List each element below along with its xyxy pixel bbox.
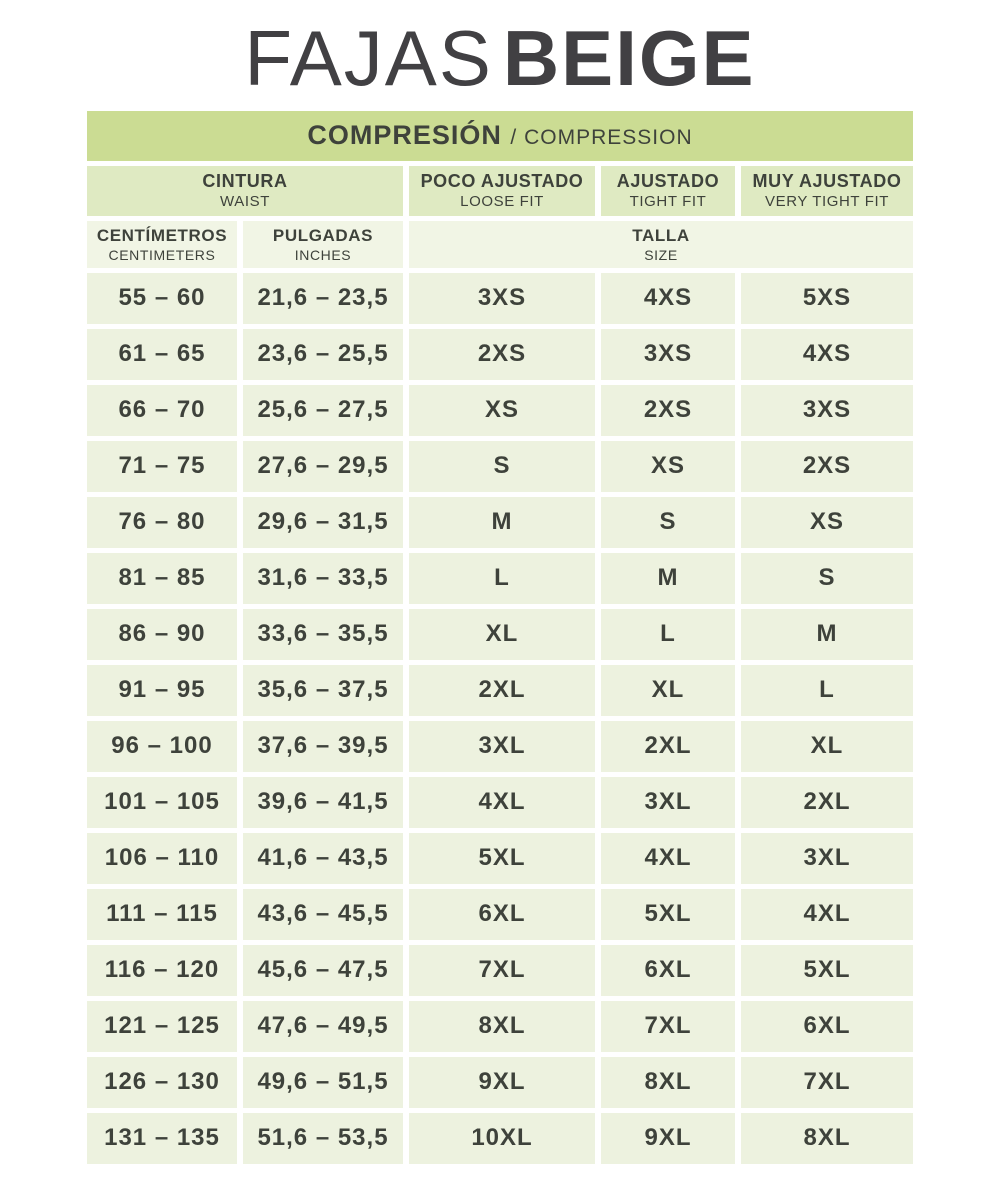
cell-centimeters: 55 – 60	[87, 273, 237, 324]
cell-size-very-tight: 4XL	[741, 889, 913, 940]
cell-inches: 37,6 – 39,5	[243, 721, 403, 772]
cell-size-very-tight: XS	[741, 497, 913, 548]
header-loose-fit-es: POCO AJUSTADO	[420, 171, 584, 192]
cell-size-very-tight: M	[741, 609, 913, 660]
cell-size-loose: 3XL	[409, 721, 595, 772]
page-title	[0, 0, 1000, 106]
cell-inches: 51,6 – 53,5	[243, 1113, 403, 1164]
cell-inches: 45,6 – 47,5	[243, 945, 403, 996]
cell-centimeters: 116 – 120	[87, 945, 237, 996]
table-row	[87, 1057, 913, 1108]
header-loose-fit-en: LOOSE FIT	[460, 193, 544, 211]
page-title-bold: BEIGE	[502, 14, 756, 102]
cell-size-tight: S	[601, 497, 735, 548]
header-tight-fit-es: AJUSTADO	[616, 171, 720, 192]
cell-centimeters: 106 – 110	[87, 833, 237, 884]
cell-centimeters: 86 – 90	[87, 609, 237, 660]
cell-size-very-tight: 7XL	[741, 1057, 913, 1108]
cell-inches: 35,6 – 37,5	[243, 665, 403, 716]
subheader-centimeters-en: CENTIMETERS	[108, 246, 216, 263]
compression-label-en: / COMPRESSION	[510, 126, 693, 150]
cell-size-loose: 5XL	[409, 833, 595, 884]
cell-size-tight: XS	[601, 441, 735, 492]
table-row	[87, 609, 913, 660]
subheader-inches	[243, 221, 403, 268]
compression-band-row	[87, 111, 913, 161]
cell-centimeters: 91 – 95	[87, 665, 237, 716]
cell-centimeters: 96 – 100	[87, 721, 237, 772]
cell-centimeters: 81 – 85	[87, 553, 237, 604]
cell-size-very-tight: 2XS	[741, 441, 913, 492]
cell-size-loose: 2XS	[409, 329, 595, 380]
cell-size-loose: M	[409, 497, 595, 548]
cell-size-tight: 6XL	[601, 945, 735, 996]
cell-size-very-tight: S	[741, 553, 913, 604]
subheader-size-es: TALLA	[632, 225, 690, 245]
cell-centimeters: 66 – 70	[87, 385, 237, 436]
cell-size-tight: XL	[601, 665, 735, 716]
cell-size-tight: 2XL	[601, 721, 735, 772]
cell-size-loose: S	[409, 441, 595, 492]
header-very-tight-fit	[741, 166, 913, 216]
cell-centimeters: 71 – 75	[87, 441, 237, 492]
cell-centimeters: 121 – 125	[87, 1001, 237, 1052]
cell-size-very-tight: 6XL	[741, 1001, 913, 1052]
cell-size-loose: 9XL	[409, 1057, 595, 1108]
subheader-centimeters	[87, 221, 237, 268]
cell-size-tight: 5XL	[601, 889, 735, 940]
table-row	[87, 273, 913, 324]
cell-size-loose: 4XL	[409, 777, 595, 828]
cell-size-very-tight: 3XL	[741, 833, 913, 884]
table-row	[87, 1001, 913, 1052]
cell-centimeters: 126 – 130	[87, 1057, 237, 1108]
header-tight-fit	[601, 166, 735, 216]
subheader-centimeters-es: CENTÍMETROS	[96, 225, 228, 245]
table-row	[87, 777, 913, 828]
cell-size-very-tight: 2XL	[741, 777, 913, 828]
header-cintura	[87, 166, 403, 216]
cell-inches: 49,6 – 51,5	[243, 1057, 403, 1108]
cell-size-tight: 3XS	[601, 329, 735, 380]
compression-band	[87, 111, 913, 161]
subheader-size	[409, 221, 913, 268]
table-row	[87, 441, 913, 492]
subheader-inches-es: PULGADAS	[272, 225, 374, 245]
table-row	[87, 329, 913, 380]
cell-inches: 25,6 – 27,5	[243, 385, 403, 436]
table-row	[87, 833, 913, 884]
subheader-size-en: SIZE	[644, 246, 678, 263]
table-row	[87, 1113, 913, 1164]
size-chart-table	[81, 106, 919, 1169]
cell-size-loose: 8XL	[409, 1001, 595, 1052]
cell-size-very-tight: 3XS	[741, 385, 913, 436]
header-very-tight-fit-en: VERY TIGHT FIT	[765, 193, 889, 211]
cell-size-tight: 8XL	[601, 1057, 735, 1108]
cell-size-very-tight: 8XL	[741, 1113, 913, 1164]
cell-inches: 21,6 – 23,5	[243, 273, 403, 324]
cell-inches: 29,6 – 31,5	[243, 497, 403, 548]
cell-size-very-tight: 5XL	[741, 945, 913, 996]
cell-size-loose: 10XL	[409, 1113, 595, 1164]
cell-size-loose: 2XL	[409, 665, 595, 716]
compression-label-es: COMPRESIÓN	[307, 120, 502, 151]
page-title-regular: FAJAS	[244, 14, 493, 102]
cell-size-tight: 4XL	[601, 833, 735, 884]
table-row	[87, 497, 913, 548]
cell-size-very-tight: 4XS	[741, 329, 913, 380]
table-row	[87, 721, 913, 772]
cell-size-loose: 7XL	[409, 945, 595, 996]
column-group-header-row	[87, 166, 913, 216]
cell-size-tight: 2XS	[601, 385, 735, 436]
sub-header-row	[87, 221, 913, 268]
header-loose-fit	[409, 166, 595, 216]
cell-inches: 47,6 – 49,5	[243, 1001, 403, 1052]
cell-centimeters: 61 – 65	[87, 329, 237, 380]
cell-size-tight: L	[601, 609, 735, 660]
cell-size-tight: 7XL	[601, 1001, 735, 1052]
subheader-inches-en: INCHES	[294, 246, 352, 263]
cell-centimeters: 111 – 115	[87, 889, 237, 940]
cell-inches: 23,6 – 25,5	[243, 329, 403, 380]
cell-size-tight: 3XL	[601, 777, 735, 828]
cell-size-loose: XS	[409, 385, 595, 436]
header-cintura-es: CINTURA	[202, 171, 288, 192]
table-row	[87, 385, 913, 436]
cell-size-loose: L	[409, 553, 595, 604]
cell-size-loose: 3XS	[409, 273, 595, 324]
cell-inches: 39,6 – 41,5	[243, 777, 403, 828]
cell-size-very-tight: XL	[741, 721, 913, 772]
cell-inches: 31,6 – 33,5	[243, 553, 403, 604]
cell-centimeters: 101 – 105	[87, 777, 237, 828]
table-row	[87, 889, 913, 940]
cell-inches: 41,6 – 43,5	[243, 833, 403, 884]
cell-size-very-tight: 5XS	[741, 273, 913, 324]
cell-size-loose: 6XL	[409, 889, 595, 940]
table-row	[87, 665, 913, 716]
table-row	[87, 553, 913, 604]
cell-size-tight: 9XL	[601, 1113, 735, 1164]
cell-inches: 43,6 – 45,5	[243, 889, 403, 940]
size-table-body	[87, 273, 913, 1164]
cell-size-very-tight: L	[741, 665, 913, 716]
cell-inches: 27,6 – 29,5	[243, 441, 403, 492]
cell-size-loose: XL	[409, 609, 595, 660]
header-very-tight-fit-es: MUY AJUSTADO	[752, 171, 902, 192]
cell-centimeters: 76 – 80	[87, 497, 237, 548]
cell-centimeters: 131 – 135	[87, 1113, 237, 1164]
header-tight-fit-en: TIGHT FIT	[629, 193, 707, 211]
cell-size-tight: M	[601, 553, 735, 604]
cell-size-tight: 4XS	[601, 273, 735, 324]
header-cintura-en: WAIST	[220, 193, 270, 211]
table-row	[87, 945, 913, 996]
cell-inches: 33,6 – 35,5	[243, 609, 403, 660]
